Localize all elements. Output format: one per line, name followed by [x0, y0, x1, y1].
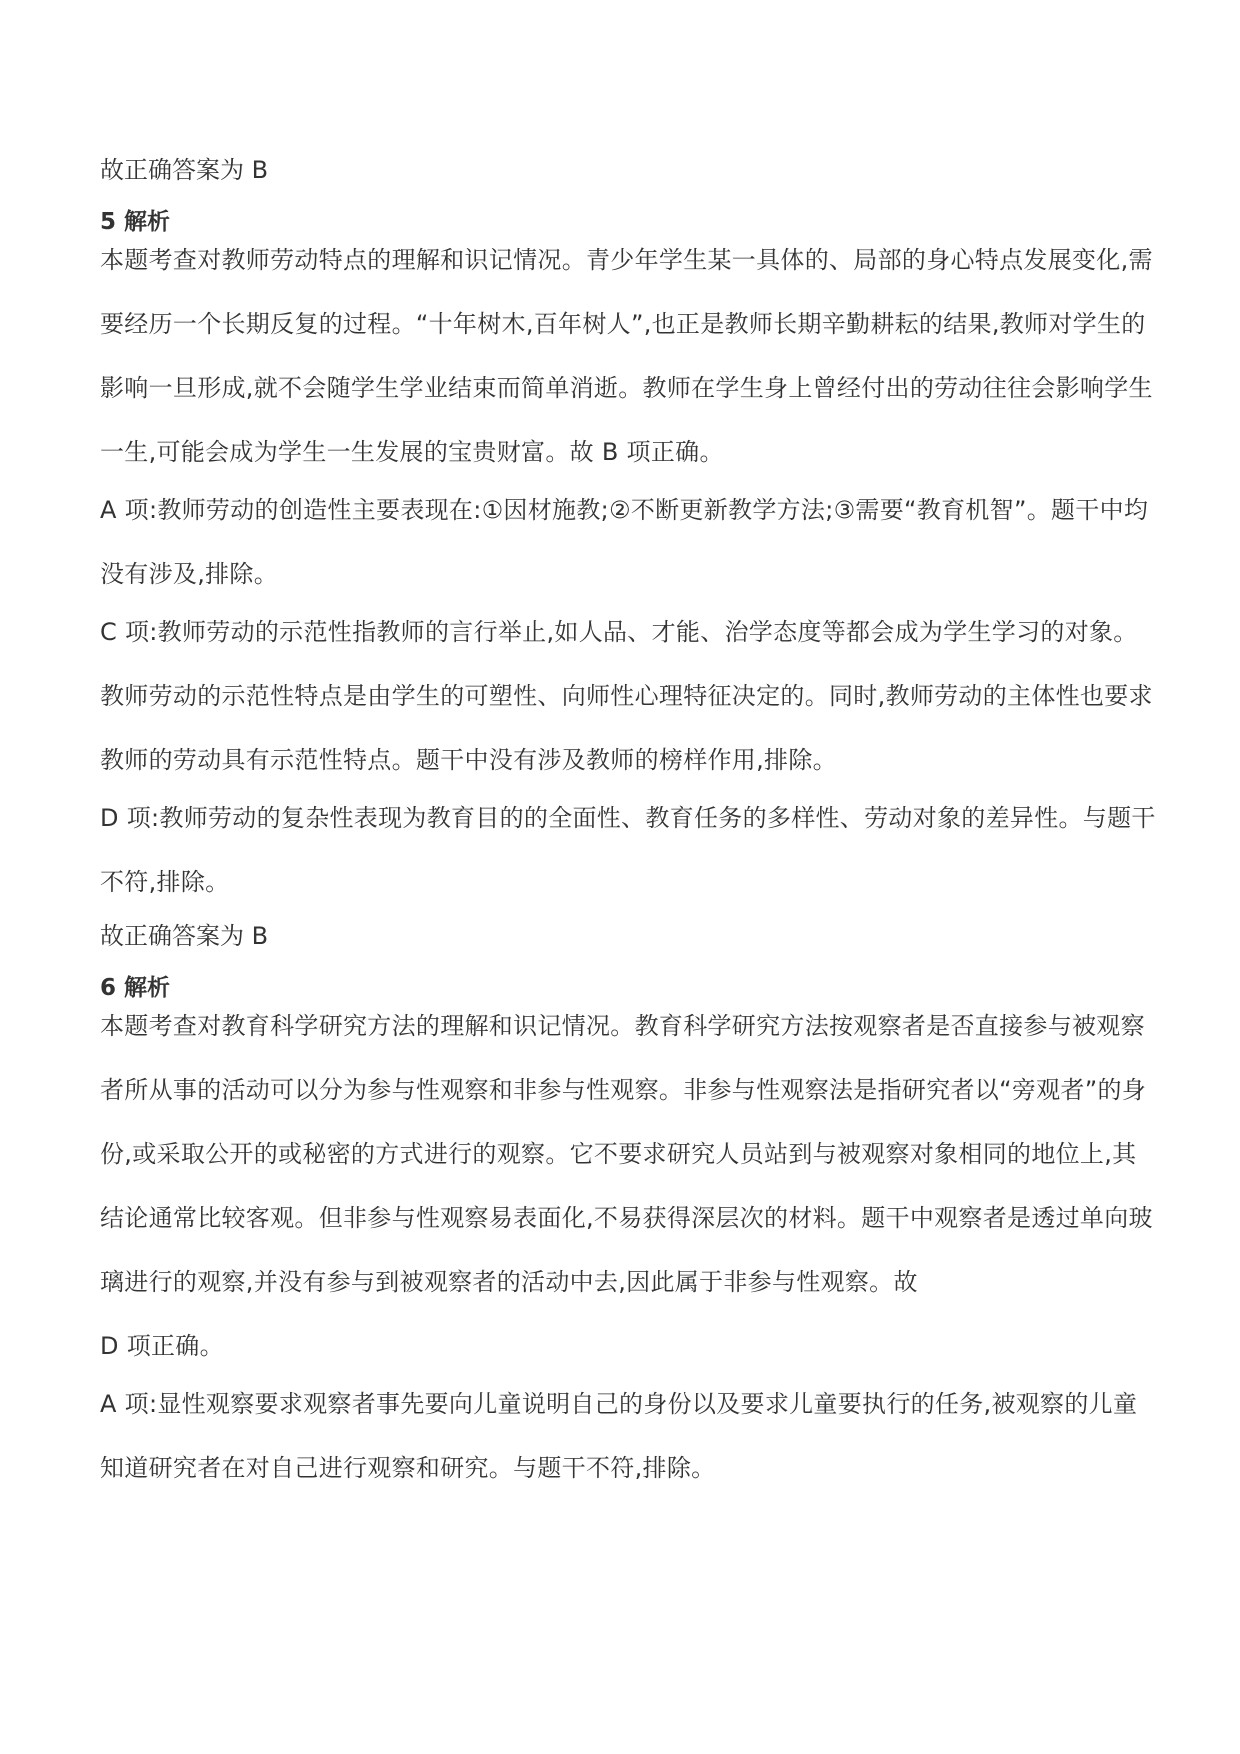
section-6-intro: 本题考查对教育科学研究方法的理解和识记情况。教育科学研究方法按观察者是否直接参与被观察者所从事的活动可以分为参与性观察和非参与性观察。非参与性观察法是指研究者以“旁观者”的身份,或采取公开的或秘密的方式进行的观察。它不要求研究人员站到与被观察对象相同的地位上,其结论通常比较客观。但非参与性观察易表面化,不易获得深层次的材料。题干中观察者是透过单向玻璃进行的观察,并没有参与到被观察者的活动中去,因此属于非参与性观察。故	[100, 1012, 1153, 1296]
section-5-option-a-block	[100, 478, 1160, 606]
section-5-intro: 本题考查对教师劳动特点的理解和识记情况。青少年学生某一具体的、局部的身心特点发展变化,需要经历一个长期反复的过程。“十年树木,百年树人”,也正是教师长期辛勤耕耘的结果,教师对学生的影响一旦形成,就不会随学生学业结束而简单消逝。教师在学生身上曾经付出的劳动往往会影响学生一生,可能会成为学生一生发展的宝贵财富。故 B 项正确。	[100, 246, 1153, 466]
section-6-option-a-block	[100, 1372, 1160, 1500]
answer-line-prev: 故正确答案为 B	[100, 156, 269, 184]
answer-line-5: 故正确答案为 B	[100, 922, 269, 950]
document-page	[100, 158, 1160, 1514]
section-6-option-a: A 项:显性观察要求观察者事先要向儿童说明自己的身份以及要求儿童要执行的任务,被观察的儿童知道研究者在对自己进行观察和研究。与题干不符,排除。	[100, 1390, 1138, 1482]
section-5-option-d: D 项:教师劳动的复杂性表现为教育目的的全面性、教育任务的多样性、劳动对象的差异性。与题干不符,排除。	[100, 804, 1156, 896]
section-heading-5: 5 解析	[100, 209, 171, 235]
section-6-intro-end: D 项正确。	[100, 1332, 224, 1360]
section-5-intro-block	[100, 228, 1160, 484]
section-5-option-d-block	[100, 786, 1160, 914]
section-5-option-c-block	[100, 600, 1160, 792]
section-heading-6: 6 解析	[100, 975, 171, 1001]
section-5-option-c: C 项:教师劳动的示范性指教师的言行举止,如人品、才能、治学态度等都会成为学生学习的对象。教师劳动的示范性特点是由学生的可塑性、向师性心理特征决定的。同时,教师劳动的主体性也要求教师的劳动具有示范性特点。题干中没有涉及教师的榜样作用,排除。	[100, 618, 1153, 774]
section-6-intro-block	[100, 994, 1160, 1378]
section-5-option-a: A 项:教师劳动的创造性主要表现在:①因材施教;②不断更新教学方法;③需要“教育机智”。题干中均没有涉及,排除。	[100, 496, 1149, 588]
